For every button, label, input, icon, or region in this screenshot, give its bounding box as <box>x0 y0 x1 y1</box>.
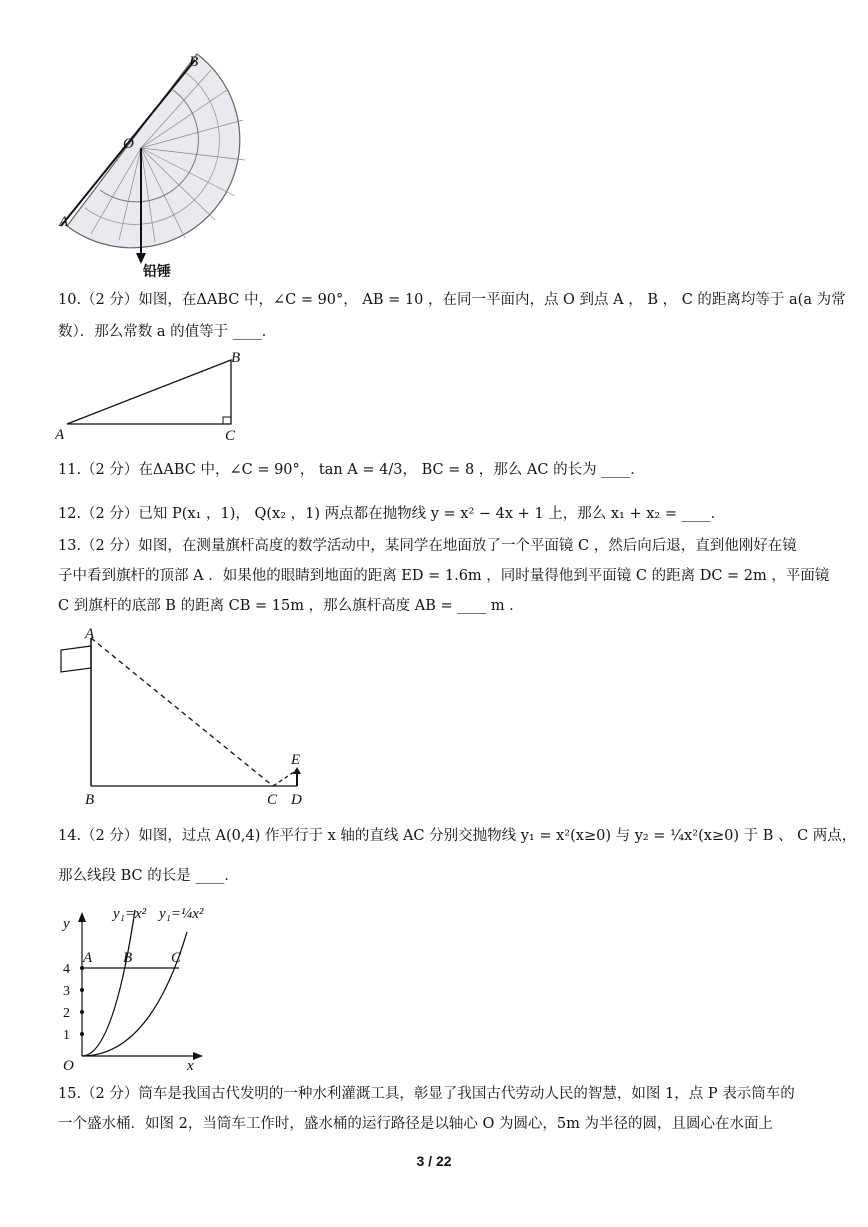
q13-line3: C 到旗杆的底部 B 的距离 CB = 15m ，那么旗杆高度 AB = ____ m ． <box>58 598 524 614</box>
q13-line2: 子中看到旗杆的顶部 A ．如果他的眼睛到地面的距离 ED = 1.6m ，同时量得他到平面镜 C 的距离 DC = 2m ，平面镜 <box>58 568 830 584</box>
triangle-figure <box>55 346 255 446</box>
q11-line1: 11.（2 分）在ΔABC 中，∠C = 90°， tan A = 4/3， BC = 8 ，那么 AC 的长为 ____． <box>58 462 645 478</box>
q14-line2: 那么线段 BC 的长是 ____． <box>58 868 239 884</box>
tick-4: 4 <box>63 962 70 977</box>
label-x: x <box>187 1058 194 1074</box>
tick-3: 3 <box>63 984 70 999</box>
label-curve1: y₁=x² <box>113 906 147 922</box>
curve-y1 <box>82 910 135 1056</box>
q10-line2: 数）．那么常数 a 的值等于 ____． <box>58 324 277 340</box>
q15-line1: 15.（2 分）筒车是我国古代发明的一种水利灌溉工具，彰显了我国古代劳动人民的智慧，如图 1，点 P 表示筒车的 <box>58 1086 795 1102</box>
q14-line1: 14.（2 分）如图，过点 A(0,4) 作平行于 x 轴的直线 AC 分别交抛物线 y₁ = x²(x≥0) 与 y₂ = ¼x²(x≥0) 于 B 、 C 两点， <box>58 828 857 844</box>
label-y: y <box>63 916 70 932</box>
label-O: O <box>123 136 134 152</box>
label-curve2: y₁=¼x² <box>159 906 204 922</box>
tick-1: 1 <box>63 1028 70 1043</box>
label-C: C <box>225 428 236 444</box>
tick-2: 2 <box>63 1006 70 1021</box>
label-B: B <box>189 54 199 70</box>
q12-line1: 12.（2 分）已知 P(x₁ ，1)， Q(x₂ ，1) 两点都在抛物线 y = x² − 4x + 1 上，那么 x₁ + x₂ = ____． <box>58 506 726 522</box>
label-B: B <box>123 950 133 966</box>
page-number: 3 / 22 <box>416 1153 452 1169</box>
flag <box>61 646 91 672</box>
label-A: A <box>55 427 65 443</box>
label-A: A <box>59 214 69 230</box>
label-C: C <box>171 950 182 966</box>
label-A: A <box>83 950 93 966</box>
q10-line1: 10.（2 分）如图，在ΔABC 中，∠C = 90°， AB = 10 ，在同一平面内，点 O 到点 A ， B ， C 的距离均等于 a(a 为常 <box>58 292 846 308</box>
flagpole-figure <box>55 624 315 810</box>
label-E: E <box>291 752 301 768</box>
plumb-label: 铅锤 <box>143 264 171 280</box>
label-A: A <box>85 626 95 642</box>
label-O: O <box>63 1058 74 1074</box>
label-B: B <box>85 792 95 808</box>
plumb-arrow <box>136 253 146 264</box>
q13-line1: 13.（2 分）如图，在测量旗杆高度的数学活动中，某同学在地面放了一个平面镜 C ，然后向后退，直到他刚好在镜 <box>58 538 797 554</box>
q15-line2: 一个盛水桶．如图 2，当筒车工作时，盛水桶的运行路径是以轴心 O 为圆心，5m 为半径的圆，且圆心在水面上 <box>58 1116 774 1132</box>
label-B: B <box>231 350 241 366</box>
label-C: C <box>267 792 278 808</box>
label-D: D <box>291 792 302 808</box>
protractor-figure <box>55 50 275 282</box>
parabola-figure <box>55 898 215 1074</box>
